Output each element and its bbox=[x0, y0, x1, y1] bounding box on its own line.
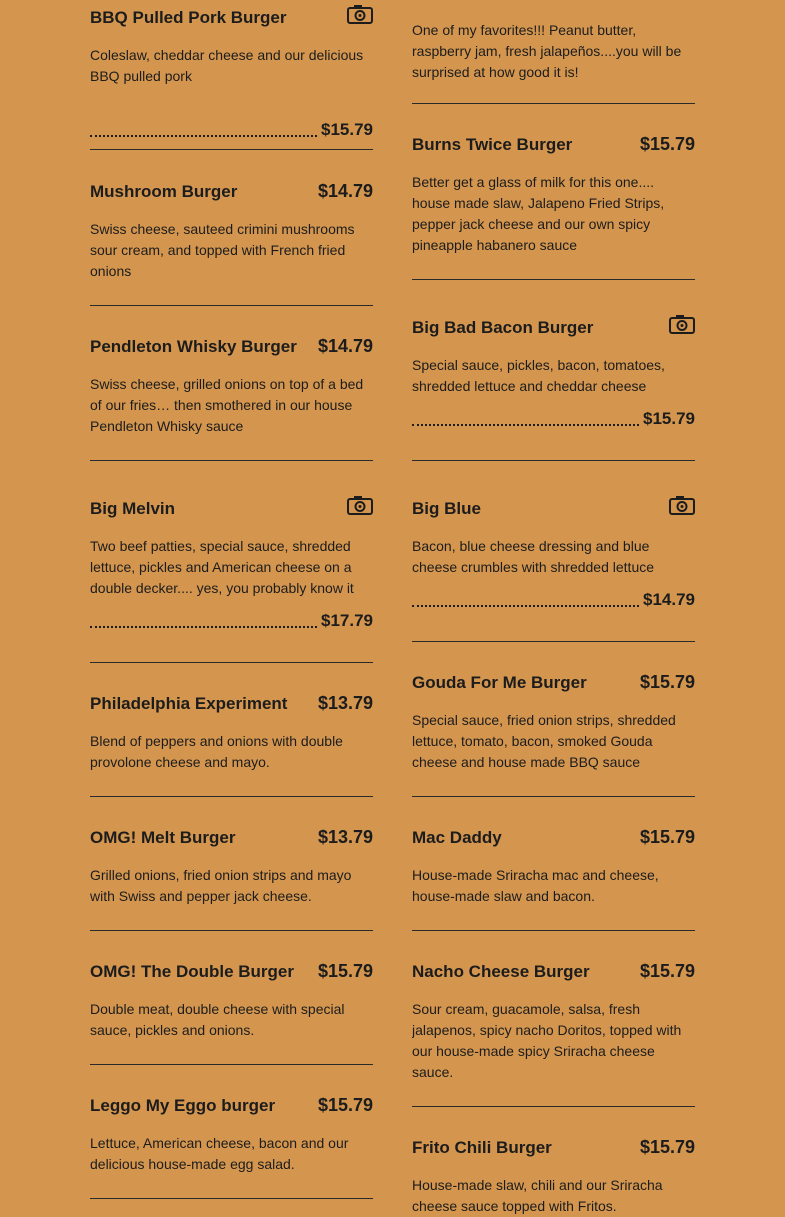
item-price: $13.79 bbox=[317, 827, 373, 847]
item-price: $15.79 bbox=[317, 1095, 373, 1115]
item-description: Special sauce, pickles, bacon, tomatoes, shredded lettuce and cheddar cheese bbox=[412, 357, 665, 394]
menu-item bbox=[412, 824, 695, 907]
item-description: House-made Sriracha mac and cheese, house-made slaw and bacon. bbox=[412, 867, 659, 904]
item-name: Burns Twice Burger bbox=[412, 135, 573, 154]
item-description: House-made slaw, chili and our Sriracha cheese sauce topped with Fritos. bbox=[412, 1177, 663, 1214]
item-name: Big Melvin bbox=[90, 499, 176, 518]
item-description: Grilled onions, fried onion strips and mayo with Swiss and pepper jack cheese. bbox=[90, 867, 352, 904]
menu-item bbox=[90, 690, 373, 773]
divider bbox=[90, 149, 373, 150]
price-leader bbox=[90, 607, 373, 631]
item-name: Big Blue bbox=[412, 499, 481, 518]
item-price: $15.79 bbox=[639, 134, 695, 154]
camera-icon[interactable] bbox=[669, 495, 695, 515]
divider bbox=[90, 930, 373, 931]
divider bbox=[412, 1106, 695, 1107]
menu-item bbox=[90, 333, 373, 437]
item-description: Double meat, double cheese with special sauce, pickles and onions. bbox=[90, 1001, 345, 1038]
price-leader bbox=[412, 586, 695, 610]
price-leader bbox=[412, 405, 695, 429]
divider bbox=[90, 796, 373, 797]
dot-leader bbox=[90, 135, 321, 137]
camera-icon[interactable] bbox=[347, 495, 373, 515]
item-description: Lettuce, American cheese, bacon and our delicious house-made egg salad. bbox=[90, 1135, 349, 1172]
item-price: $14.79 bbox=[317, 181, 373, 201]
divider bbox=[412, 103, 695, 104]
item-name: Mushroom Burger bbox=[90, 182, 238, 201]
item-description: Coleslaw, cheddar cheese and our delicious BBQ pulled pork bbox=[90, 47, 364, 84]
item-price: $15.79 bbox=[639, 672, 695, 692]
item-price: $15.79 bbox=[321, 120, 373, 139]
item-description: Special sauce, fried onion strips, shredded lettuce, tomato, bacon, smoked Gouda cheese and house made BBQ sauce bbox=[412, 712, 676, 770]
item-description: One of my favorites!!! Peanut butter, raspberry jam, fresh jalapeños....you will be surprised at how good it is! bbox=[412, 22, 682, 80]
item-description: Sour cream, guacamole, salsa, fresh jalapenos, spicy nacho Doritos, topped with our house-made spicy Sriracha cheese sauce. bbox=[412, 1001, 682, 1080]
dot-leader bbox=[90, 626, 321, 628]
dot-leader bbox=[412, 424, 643, 426]
menu-item bbox=[412, 20, 695, 83]
menu-item bbox=[412, 958, 695, 1083]
item-price: $15.79 bbox=[643, 409, 695, 428]
menu-item bbox=[90, 958, 373, 1041]
menu-item bbox=[90, 824, 373, 907]
menu-item bbox=[412, 314, 695, 429]
item-name: OMG! Melt Burger bbox=[90, 828, 236, 847]
item-description: Swiss cheese, sauteed crimini mushrooms sour cream, and topped with French fried onions bbox=[90, 221, 355, 279]
menu-item bbox=[412, 669, 695, 773]
menu-item bbox=[412, 1134, 695, 1217]
menu-item bbox=[90, 1092, 373, 1175]
divider bbox=[90, 305, 373, 306]
divider bbox=[412, 460, 695, 461]
divider bbox=[412, 641, 695, 642]
price-leader bbox=[90, 116, 373, 140]
item-price: $15.79 bbox=[317, 961, 373, 981]
item-name: BBQ Pulled Pork Burger bbox=[90, 8, 287, 27]
item-price: $15.79 bbox=[639, 961, 695, 981]
divider bbox=[90, 1198, 373, 1199]
item-name: Philadelphia Experiment bbox=[90, 694, 288, 713]
divider bbox=[412, 930, 695, 931]
divider bbox=[412, 796, 695, 797]
camera-icon[interactable] bbox=[347, 4, 373, 24]
menu-item bbox=[412, 131, 695, 256]
divider bbox=[90, 460, 373, 461]
item-description: Two beef patties, special sauce, shredded lettuce, pickles and American cheese on a double decker.... yes, you probably know it bbox=[90, 538, 354, 596]
item-description: Better get a glass of milk for this one.... house made slaw, Jalapeno Fried Strips, pepper jack cheese and our own spicy pineapple habanero sauce bbox=[412, 174, 665, 253]
item-name: Big Bad Bacon Burger bbox=[412, 318, 594, 337]
menu-item bbox=[412, 495, 695, 610]
divider bbox=[90, 1064, 373, 1065]
item-name: Pendleton Whisky Burger bbox=[90, 337, 297, 356]
item-name: Nacho Cheese Burger bbox=[412, 962, 590, 981]
divider bbox=[412, 279, 695, 280]
item-price: $17.79 bbox=[321, 611, 373, 630]
item-price: $14.79 bbox=[317, 336, 373, 356]
item-price: $15.79 bbox=[639, 1137, 695, 1157]
item-name: Frito Chili Burger bbox=[412, 1138, 552, 1157]
menu-item bbox=[90, 495, 373, 631]
item-description: Swiss cheese, grilled onions on top of a bed of our fries… then smothered in our house Pendleton Whisky sauce bbox=[90, 376, 364, 434]
camera-icon[interactable] bbox=[669, 314, 695, 334]
item-description: Blend of peppers and onions with double provolone cheese and mayo. bbox=[90, 733, 343, 770]
item-price: $15.79 bbox=[639, 827, 695, 847]
item-name: OMG! The Double Burger bbox=[90, 962, 294, 981]
item-name: Leggo My Eggo burger bbox=[90, 1096, 276, 1115]
item-description: Bacon, blue cheese dressing and blue cheese crumbles with shredded lettuce bbox=[412, 538, 655, 575]
dot-leader bbox=[412, 605, 643, 607]
item-name: Gouda For Me Burger bbox=[412, 673, 587, 692]
menu-item bbox=[90, 4, 373, 140]
menu-item bbox=[90, 178, 373, 282]
divider bbox=[90, 662, 373, 663]
item-name: Mac Daddy bbox=[412, 828, 502, 847]
item-price: $14.79 bbox=[643, 590, 695, 609]
item-price: $13.79 bbox=[317, 693, 373, 713]
